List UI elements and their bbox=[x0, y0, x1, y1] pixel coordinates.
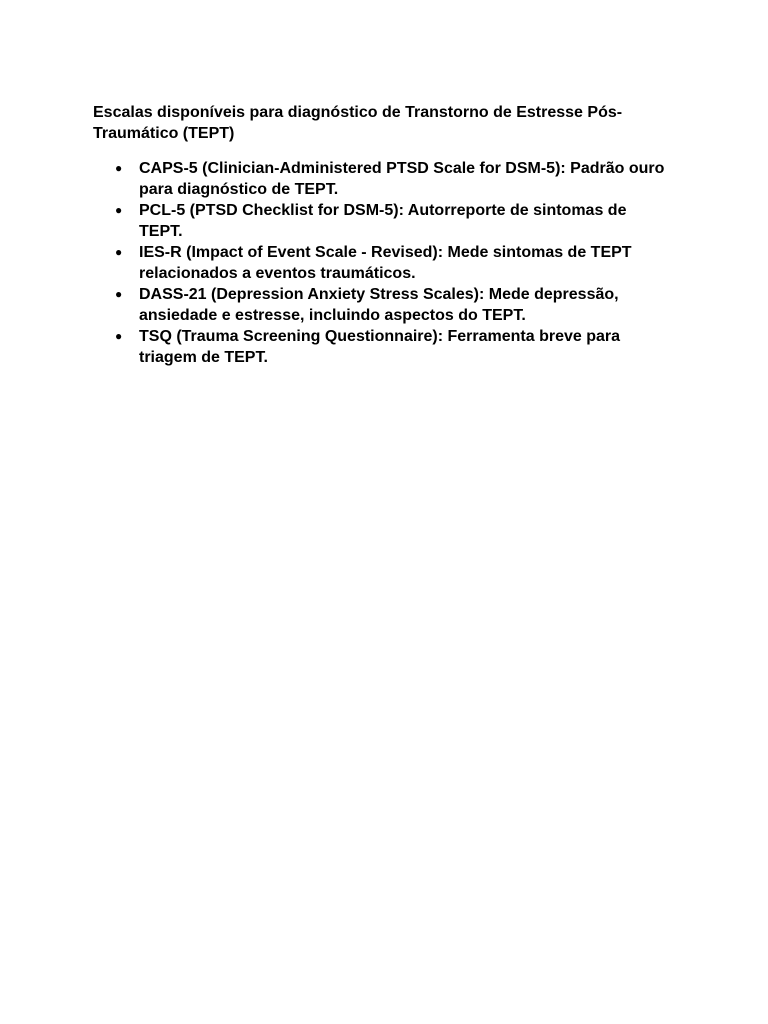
bullet-icon: ● bbox=[115, 287, 123, 301]
document-content bbox=[93, 102, 673, 368]
list-item-text: DASS-21 (Depression Anxiety Stress Scales): Mede depressão, ansiedade e estresse, incluindo aspectos do TEPT. bbox=[139, 286, 619, 324]
document-heading: Escalas disponíveis para diagnóstico de Transtorno de Estresse Pós-Traumático (TEPT) bbox=[93, 104, 623, 142]
list-item-text: CAPS-5 (Clinician-Administered PTSD Scale for DSM-5): Padrão ouro para diagnóstico de TEPT. bbox=[139, 160, 665, 198]
list-item-text: PCL-5 (PTSD Checklist for DSM-5): Autorreporte de sintomas de TEPT. bbox=[139, 202, 627, 240]
list-item bbox=[93, 158, 673, 200]
list-item bbox=[93, 326, 673, 368]
list-item-text: TSQ (Trauma Screening Questionnaire): Ferramenta breve para triagem de TEPT. bbox=[139, 328, 621, 366]
scales-list bbox=[93, 158, 673, 368]
bullet-icon: ● bbox=[115, 329, 123, 343]
list-item bbox=[93, 284, 673, 326]
bullet-icon: ● bbox=[115, 245, 123, 259]
list-item-text: IES-R (Impact of Event Scale - Revised): Mede sintomas de TEPT relacionados a eventos traumáticos. bbox=[139, 244, 632, 282]
list-item bbox=[93, 200, 673, 242]
bullet-icon: ● bbox=[115, 161, 123, 175]
list-item bbox=[93, 242, 673, 284]
bullet-icon: ● bbox=[115, 203, 123, 217]
